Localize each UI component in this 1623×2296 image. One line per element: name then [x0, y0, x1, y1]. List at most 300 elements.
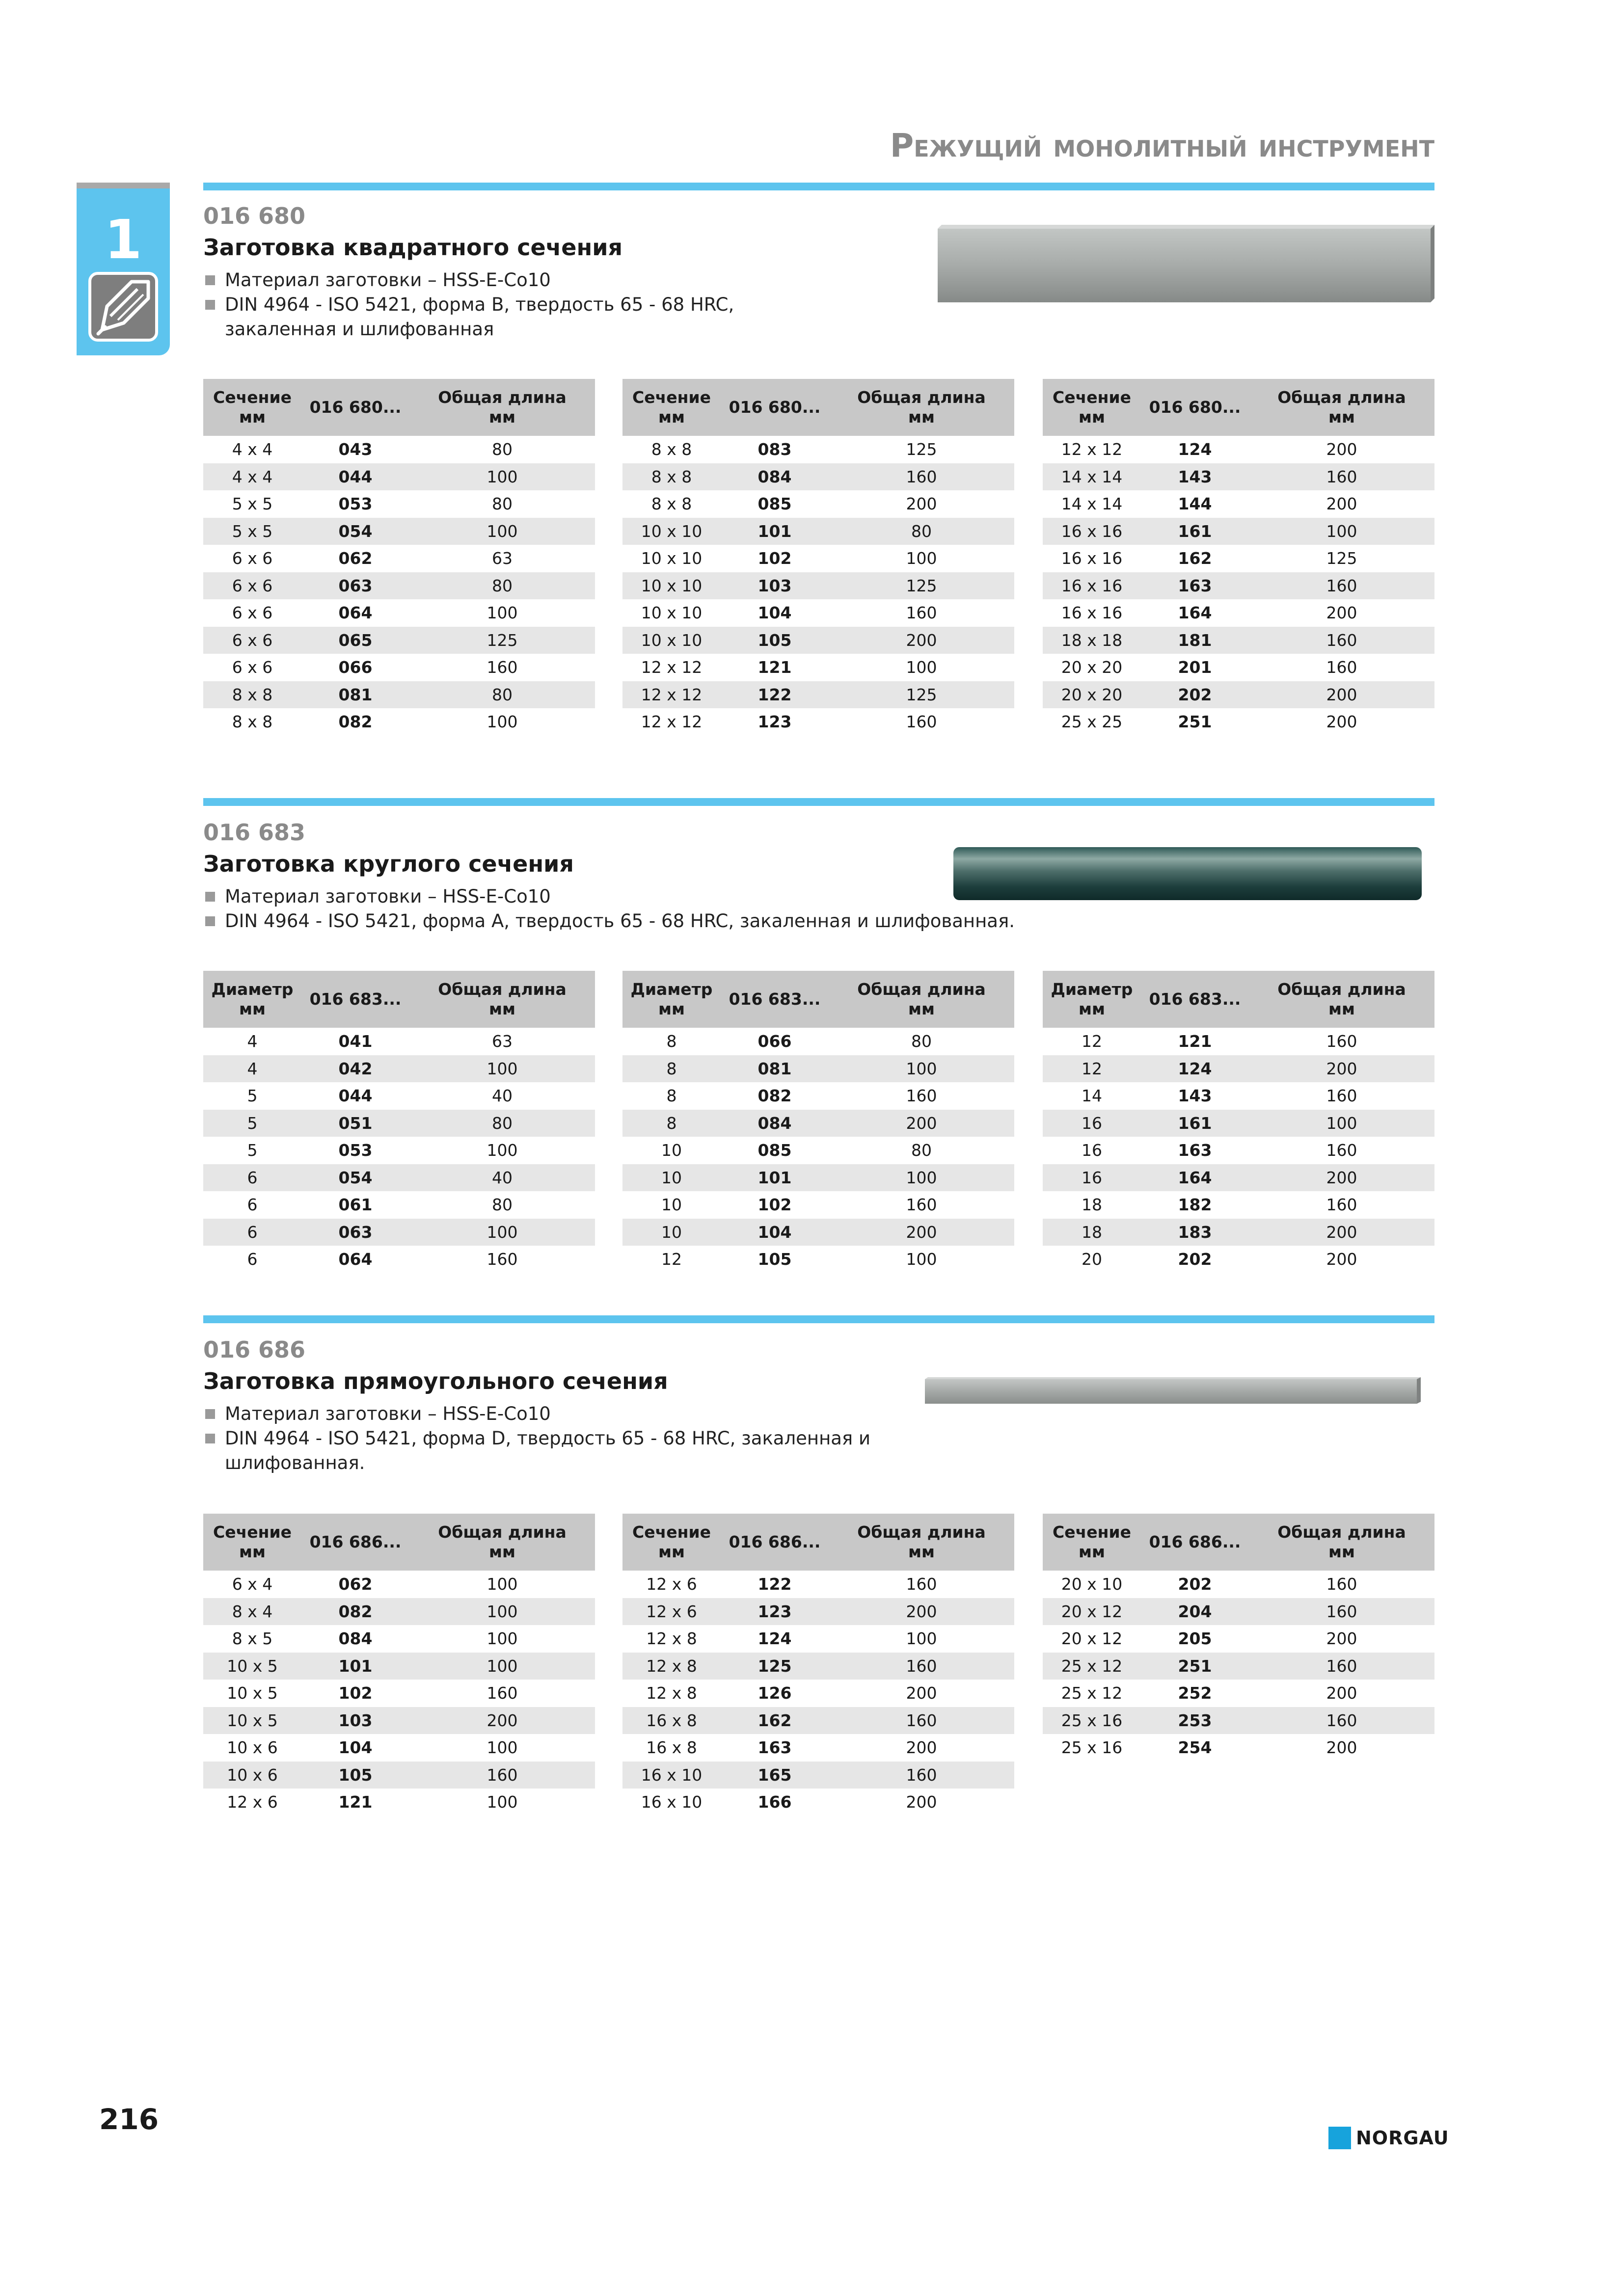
table-row: [622, 545, 1014, 572]
table-row: [203, 1680, 595, 1707]
cell-code: 202: [1178, 1250, 1212, 1269]
product-table: [622, 971, 1014, 1273]
cell-length: 100: [906, 1629, 937, 1649]
cell-length: 63: [492, 549, 513, 568]
table-row: [622, 1734, 1014, 1762]
table-row: [1043, 1625, 1434, 1653]
cell-size: 12 x 8: [622, 1653, 721, 1680]
feature-text: DIN 4964 - ISO 5421, форма A, твердость 65 - 68 HRC, закаленная и шлифованная.: [225, 910, 1015, 932]
column-header-section: Сечение мм: [203, 379, 301, 436]
table-row: [622, 627, 1014, 654]
cell-size: 8 x 5: [232, 1629, 273, 1649]
cell-code: 063: [301, 572, 409, 600]
cell-size: 12: [1043, 1055, 1141, 1083]
cell-size: 10 x 5: [227, 1683, 278, 1703]
table-row: [622, 1082, 1014, 1110]
cell-length: 200: [906, 1683, 937, 1703]
table-row: [1043, 518, 1434, 545]
table-row: [1043, 681, 1434, 709]
table-row: [1043, 1137, 1434, 1164]
cell-length: 100: [1249, 518, 1434, 545]
bullet-marker: [205, 1409, 215, 1419]
cell-code: 102: [757, 549, 792, 568]
page-number: 216: [99, 2103, 159, 2136]
column-header-code: 016 680...: [1141, 379, 1249, 436]
cell-length: 160: [409, 1762, 595, 1789]
cell-size: 18: [1082, 1195, 1102, 1215]
cell-size: 12 x 12: [622, 681, 721, 709]
product-table: [203, 379, 595, 736]
product-table: [203, 1514, 595, 1816]
cell-size: 16 x 16: [1043, 572, 1141, 600]
brand-square-icon: [1328, 2127, 1351, 2149]
cell-length: 100: [829, 1055, 1014, 1083]
table-row: [203, 1707, 595, 1735]
cell-length: 160: [1326, 1032, 1357, 1051]
feature-text-continuation: закаленная и шлифованная: [225, 319, 494, 340]
cell-size: 25 x 16: [1043, 1707, 1141, 1735]
cell-size: 16 x 10: [641, 1792, 703, 1812]
cell-code: 054: [301, 518, 409, 545]
product-table: [1043, 1514, 1434, 1762]
cell-code: 162: [1178, 549, 1212, 568]
cell-size: 16 x 16: [1061, 603, 1123, 623]
section-rectangular-blank: [203, 1334, 1434, 1475]
table-row: [622, 1707, 1014, 1735]
cell-length: 200: [1249, 1219, 1434, 1246]
table-row: [1043, 572, 1434, 600]
cell-length: 200: [906, 1792, 937, 1812]
table-header-row: [1043, 1514, 1434, 1571]
cell-code: 051: [301, 1110, 409, 1137]
table-row: [622, 1680, 1014, 1707]
cell-code: 101: [301, 1653, 409, 1680]
cell-code: 054: [301, 1164, 409, 1192]
column-header-diameter: Диаметр мм: [622, 971, 721, 1028]
table-row: [622, 1219, 1014, 1246]
cell-length: 100: [487, 712, 518, 732]
cell-length: 160: [1249, 1598, 1434, 1626]
cell-length: 160: [1249, 627, 1434, 654]
table-row: [203, 1734, 595, 1762]
cell-length: 200: [1249, 681, 1434, 709]
table-row: [1043, 1246, 1434, 1273]
cell-code: 161: [1141, 1110, 1249, 1137]
cell-size: 10 x 10: [622, 572, 721, 600]
cell-code: 105: [301, 1762, 409, 1789]
cell-code: 066: [338, 658, 373, 677]
column-header-section: Сечение мм: [203, 1514, 301, 1571]
cell-size: 25 x 16: [1061, 1738, 1123, 1758]
cell-size: 18: [1043, 1219, 1141, 1246]
column-header-length: Общая длина мм: [1249, 971, 1434, 1028]
cell-code: 123: [721, 1598, 829, 1626]
cell-code: 062: [338, 549, 373, 568]
cell-code: 122: [721, 681, 829, 709]
table-header-row: [622, 1514, 1014, 1571]
cell-size: 5: [203, 1110, 301, 1137]
cell-code: 124: [757, 1629, 792, 1649]
column-header-diameter: Диаметр мм: [203, 971, 301, 1028]
feature-item: [203, 909, 1434, 934]
cell-code: 126: [757, 1683, 792, 1703]
cell-length: 200: [409, 1707, 595, 1735]
table-row: [622, 1625, 1014, 1653]
table-row: [622, 681, 1014, 709]
column-header-length: Общая длина мм: [829, 1514, 1014, 1571]
table-row: [622, 1191, 1014, 1219]
table-row: [203, 1653, 595, 1680]
table-row: [1043, 1028, 1434, 1055]
table-row: [1043, 545, 1434, 572]
cell-size: 12: [661, 1250, 682, 1269]
cell-length: 100: [409, 518, 595, 545]
cell-size: 8 x 8: [232, 712, 273, 732]
table-row: [203, 708, 595, 736]
cell-code: 251: [1141, 1653, 1249, 1680]
cell-size: 5 x 5: [232, 494, 273, 514]
cell-size: 8 x 8: [622, 463, 721, 491]
table-row: [622, 518, 1014, 545]
cell-size: 16: [1043, 1164, 1141, 1192]
brand-logo: [1328, 2126, 1449, 2150]
cell-length: 40: [492, 1086, 513, 1106]
feature-text: DIN 4964 - ISO 5421, форма D, твердость 65 - 68 HRC, закаленная и: [225, 1428, 870, 1449]
cell-length: 100: [487, 1792, 518, 1812]
cell-code: 081: [301, 681, 409, 709]
cell-length: 200: [1326, 1683, 1357, 1703]
cell-size: 16: [1043, 1110, 1141, 1137]
cell-code: 166: [757, 1792, 792, 1812]
cell-code: 124: [1178, 440, 1212, 459]
table-row: [1043, 1082, 1434, 1110]
table-row: [1043, 1598, 1434, 1626]
table-row: [622, 1598, 1014, 1626]
cell-code: 124: [1141, 1055, 1249, 1083]
cell-code: 102: [757, 1195, 792, 1215]
cell-code: 143: [1141, 463, 1249, 491]
table-row: [203, 1571, 595, 1598]
section-code: 016 680: [203, 203, 306, 229]
cell-size: 5 x 5: [203, 518, 301, 545]
cell-size: 4: [247, 1032, 258, 1051]
cell-size: 10 x 6: [227, 1738, 278, 1758]
column-header-diameter: Диаметр мм: [1043, 971, 1141, 1028]
cell-code: 121: [757, 658, 792, 677]
cell-length: 100: [829, 1164, 1014, 1192]
cell-code: 121: [338, 1792, 373, 1812]
cell-code: 053: [338, 494, 373, 514]
cell-code: 082: [757, 1086, 792, 1106]
cell-size: 20: [1082, 1250, 1102, 1269]
table-header-row: [622, 971, 1014, 1028]
cell-length: 160: [906, 1575, 937, 1594]
product-table: [1043, 379, 1434, 736]
table-row: [1043, 463, 1434, 491]
cell-size: 10 x 10: [641, 603, 703, 623]
cell-length: 160: [829, 463, 1014, 491]
cell-length: 160: [1326, 1195, 1357, 1215]
cell-length: 200: [1326, 1738, 1357, 1758]
cell-size: 14 x 14: [1043, 463, 1141, 491]
cell-size: 6: [247, 1195, 258, 1215]
table-row: [203, 1028, 595, 1055]
cell-code: 043: [338, 440, 373, 459]
cell-length: 125: [906, 440, 937, 459]
feature-text: DIN 4964 - ISO 5421, форма B, твердость 65 - 68 HRC,: [225, 294, 734, 315]
cell-length: 160: [1326, 1575, 1357, 1594]
cell-size: 10: [661, 1141, 682, 1160]
cell-length: 200: [1249, 1164, 1434, 1192]
table-row: [1043, 1653, 1434, 1680]
cell-length: 125: [1326, 549, 1357, 568]
cell-code: 081: [721, 1055, 829, 1083]
section-rule: [203, 183, 1434, 190]
cell-length: 160: [1326, 658, 1357, 677]
cell-size: 12 x 12: [1061, 440, 1123, 459]
cell-code: 164: [1141, 1164, 1249, 1192]
cell-code: 084: [338, 1629, 373, 1649]
cell-size: 25 x 12: [1061, 1683, 1123, 1703]
column-header-section: Сечение мм: [1043, 379, 1141, 436]
table-row: [203, 1625, 595, 1653]
cell-size: 12 x 6: [227, 1792, 278, 1812]
cell-length: 200: [1326, 494, 1357, 514]
column-header-length: Общая длина мм: [1249, 379, 1434, 436]
table-row: [622, 1028, 1014, 1055]
table-row: [203, 1789, 595, 1816]
cell-size: 6: [203, 1164, 301, 1192]
cell-code: 041: [338, 1032, 373, 1051]
cell-code: 064: [338, 1250, 373, 1269]
table-row: [203, 518, 595, 545]
cell-length: 200: [829, 1110, 1014, 1137]
cell-size: 5: [247, 1141, 258, 1160]
cell-size: 20 x 12: [1043, 1598, 1141, 1626]
table-row: [203, 436, 595, 463]
cell-code: 066: [757, 1032, 792, 1051]
cell-length: 200: [829, 1598, 1014, 1626]
table-row: [203, 1191, 595, 1219]
section-code: 016 686: [203, 1336, 306, 1363]
cell-code: 085: [757, 494, 792, 514]
cell-code: 121: [1178, 1032, 1212, 1051]
table-row: [1043, 1707, 1434, 1735]
table-row: [203, 1137, 595, 1164]
chapter-tab: [77, 183, 170, 355]
table-row: [1043, 1110, 1434, 1137]
cell-size: 16 x 8: [646, 1738, 697, 1758]
cell-size: 20 x 20: [1043, 681, 1141, 709]
cell-size: 20 x 12: [1061, 1629, 1123, 1649]
cell-size: 16 x 8: [622, 1707, 721, 1735]
cell-length: 100: [906, 549, 937, 568]
column-header-code: 016 680...: [301, 379, 409, 436]
cell-length: 200: [1326, 603, 1357, 623]
cell-length: 100: [487, 1575, 518, 1594]
cell-size: 10: [661, 1195, 682, 1215]
column-header-length: Общая длина мм: [409, 971, 595, 1028]
cell-length: 160: [829, 1762, 1014, 1789]
table-row: [1043, 599, 1434, 627]
table-row: [203, 1219, 595, 1246]
feature-text: Материал заготовки – HSS-E-Co10: [225, 886, 551, 907]
bullet-marker: [205, 300, 215, 310]
cell-size: 16 x 10: [622, 1762, 721, 1789]
table-header-row: [203, 1514, 595, 1571]
cell-length: 125: [409, 627, 595, 654]
product-table: [203, 971, 595, 1273]
cell-size: 8 x 8: [651, 494, 692, 514]
cell-code: 083: [757, 440, 792, 459]
cell-length: 80: [829, 518, 1014, 545]
column-header-section: Сечение мм: [622, 1514, 721, 1571]
column-header-length: Общая длина мм: [409, 379, 595, 436]
bullet-marker: [205, 1434, 215, 1443]
square-bar-image: [938, 225, 1434, 303]
column-header-code: 016 683...: [1141, 971, 1249, 1028]
cell-length: 160: [1249, 463, 1434, 491]
table-row: [622, 1246, 1014, 1273]
cell-size: 16 x 16: [1061, 549, 1123, 568]
table-row: [203, 599, 595, 627]
cell-size: 10 x 10: [622, 518, 721, 545]
cell-length: 160: [487, 1683, 518, 1703]
cell-length: 63: [492, 1032, 513, 1051]
cell-length: 80: [492, 1195, 513, 1215]
cell-size: 6 x 6: [232, 549, 273, 568]
column-header-code: 016 683...: [721, 971, 829, 1028]
cell-length: 80: [409, 572, 595, 600]
cell-size: 8 x 4: [203, 1598, 301, 1626]
column-header-section: Сечение мм: [622, 379, 721, 436]
cell-code: 205: [1178, 1629, 1212, 1649]
feature-text: Материал заготовки – HSS-E-Co10: [225, 269, 551, 291]
cell-length: 160: [829, 1707, 1014, 1735]
cell-size: 8: [622, 1055, 721, 1083]
table-row: [203, 1762, 595, 1789]
feature-item: [203, 1426, 1434, 1451]
table-row: [1043, 708, 1434, 736]
cell-length: 100: [487, 1629, 518, 1649]
cell-code: 064: [338, 603, 373, 623]
table-header-row: [1043, 971, 1434, 1028]
cell-length: 100: [487, 603, 518, 623]
cell-code: 105: [757, 1250, 792, 1269]
cell-size: 12: [1082, 1032, 1102, 1051]
table-row: [203, 463, 595, 491]
table-row: [1043, 1191, 1434, 1219]
cell-code: 044: [301, 463, 409, 491]
table-row: [622, 436, 1014, 463]
cell-length: 160: [1326, 1086, 1357, 1106]
section-code: 016 683: [203, 819, 306, 846]
table-row: [622, 1789, 1014, 1816]
cell-code: 122: [757, 1575, 792, 1594]
table-row: [622, 1137, 1014, 1164]
cell-size: 4: [203, 1055, 301, 1083]
table-row: [203, 490, 595, 518]
cell-length: 80: [492, 494, 513, 514]
cell-length: 160: [906, 1195, 937, 1215]
cell-code: 254: [1178, 1738, 1212, 1758]
table-header-row: [203, 379, 595, 436]
cell-size: 16: [1082, 1141, 1102, 1160]
cell-length: 100: [1249, 1110, 1434, 1137]
table-row: [622, 654, 1014, 681]
table-header-row: [203, 971, 595, 1028]
table-row: [203, 1082, 595, 1110]
cell-length: 160: [487, 658, 518, 677]
cell-size: 6: [247, 1250, 258, 1269]
table-row: [203, 572, 595, 600]
table-row: [1043, 1734, 1434, 1762]
table-row: [203, 1055, 595, 1083]
cell-size: 14 x 14: [1061, 494, 1123, 514]
cell-code: 163: [1178, 1141, 1212, 1160]
cell-size: 10 x 5: [203, 1707, 301, 1735]
cell-size: 10 x 10: [622, 627, 721, 654]
column-header-code: 016 680...: [721, 379, 829, 436]
table-header-row: [1043, 379, 1434, 436]
cell-code: 125: [721, 1653, 829, 1680]
cell-size: 16 x 16: [1043, 518, 1141, 545]
section-title: Заготовка квадратного сечения: [203, 234, 622, 261]
cell-code: 101: [721, 1164, 829, 1192]
product-table: [1043, 971, 1434, 1273]
table-row: [622, 490, 1014, 518]
cell-code: 251: [1178, 712, 1212, 732]
table-row: [203, 627, 595, 654]
cell-code: 063: [301, 1219, 409, 1246]
table-row: [1043, 490, 1434, 518]
cell-size: 10 x 6: [203, 1762, 301, 1789]
cell-size: 12 x 6: [622, 1598, 721, 1626]
table-row: [622, 463, 1014, 491]
table-row: [1043, 1680, 1434, 1707]
column-header-code: 016 686...: [721, 1514, 829, 1571]
cell-code: 162: [721, 1707, 829, 1735]
table-row: [1043, 1055, 1434, 1083]
cell-size: 12 x 8: [646, 1629, 697, 1649]
cell-code: 253: [1141, 1707, 1249, 1735]
table-row: [622, 599, 1014, 627]
column-header-length: Общая длина мм: [1249, 1514, 1434, 1571]
cell-length: 200: [1326, 1629, 1357, 1649]
cell-size: 12 x 6: [646, 1575, 697, 1594]
cell-size: 18 x 18: [1043, 627, 1141, 654]
table-row: [203, 545, 595, 572]
cell-length: 200: [829, 1219, 1014, 1246]
cell-length: 200: [829, 627, 1014, 654]
section-title: Заготовка круглого сечения: [203, 851, 574, 877]
cell-code: 165: [721, 1762, 829, 1789]
table-row: [622, 1762, 1014, 1789]
cell-size: 6 x 6: [203, 572, 301, 600]
cell-size: 20 x 10: [1061, 1575, 1123, 1594]
cell-length: 80: [492, 440, 513, 459]
section-title: Заготовка прямоугольного сечения: [203, 1368, 668, 1394]
cell-size: 6 x 6: [203, 627, 301, 654]
cell-length: 100: [487, 1738, 518, 1758]
table-row: [203, 1246, 595, 1273]
cell-size: 4 x 4: [232, 440, 273, 459]
cell-length: 100: [409, 463, 595, 491]
cell-length: 100: [906, 1250, 937, 1269]
table-row: [1043, 654, 1434, 681]
brand-name: NORGAU: [1356, 2127, 1449, 2149]
bullet-marker: [205, 916, 215, 926]
